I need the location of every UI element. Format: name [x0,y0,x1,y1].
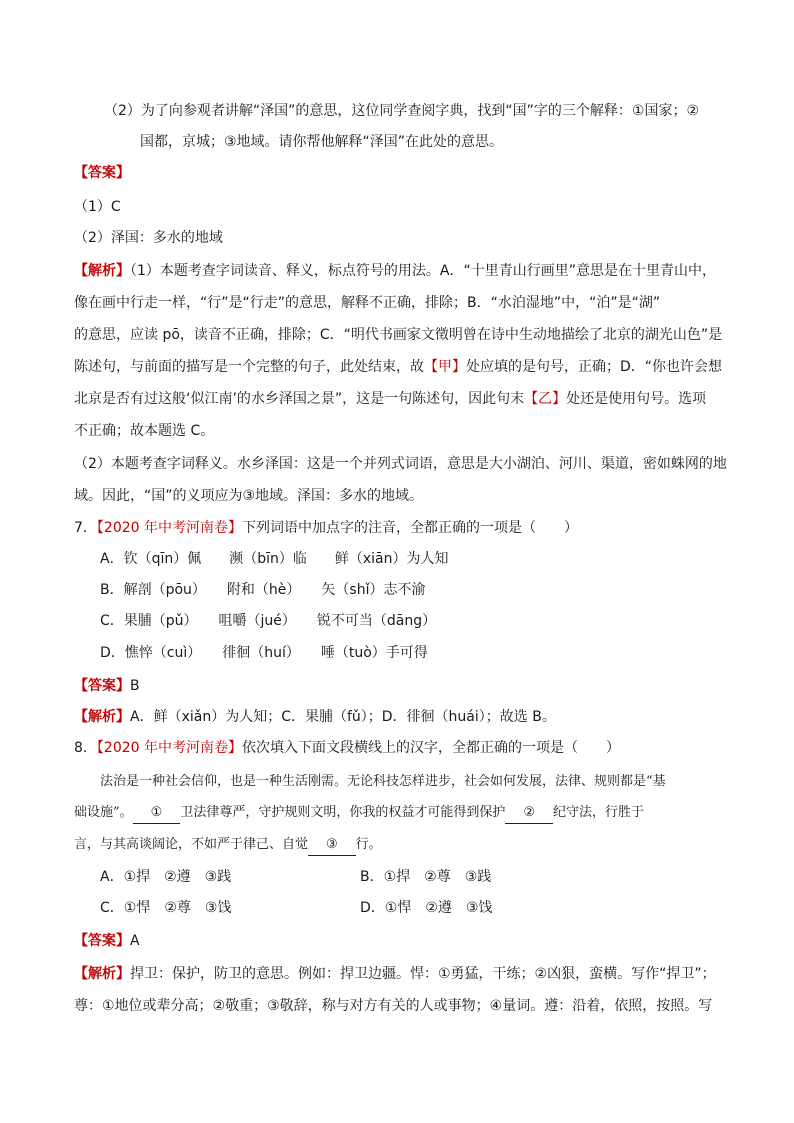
q8-number: 8． [74,740,97,756]
q8-answer-line [74,931,140,951]
q8-stem [74,738,620,758]
q8-blank-3: ③ [308,835,356,856]
q6-analysis-line2: 像在画中行走一样，“行”是“行走”的意思，解释不正确，排除；B．“水泊湿地”中，“泊”是“湖” [74,295,661,311]
q7-source: 【2020 年中考河南卷】 [96,520,243,536]
q6-analysis-line7: （2）本题考查字词释义。水乡泽国：这是一个并列式词语，意思是大小湖泊、河川、渠道，密如蛛网的地 [74,456,727,472]
q8-options-row1 [100,867,660,887]
q6-sub2-line2: 国都，京城；③地域。请你帮他解释“泽国”在此处的意思。 [140,134,504,150]
q6-sub2-line1: （2）为了向参观者讲解“泽国”的意思，这位同学查阅字典，找到“国”字的三个解释：①国家；② [104,103,700,119]
q8-option-c: C．①悍 ②尊 ③饯 [100,900,232,916]
q7-answer-label: 【答案】 [74,678,130,694]
q7-analysis-line [74,707,556,727]
q6-analysis-line5 [74,389,706,409]
q8-options-row2 [100,898,660,918]
q6-answer-label: 【答案】 [74,165,130,181]
q8-answer: A [130,933,140,949]
q7-stem-text: 下列词语中加点字的注音，全都正确的一项是（ ） [242,520,579,536]
q6-answer-1: （1）C [74,199,121,215]
q6-analysis-line1 [74,261,716,281]
q7-option-a: A．钦（qīn）佩 濒（bīn）临 鲜（xiān）为人知 [100,551,449,567]
q6-analysis-text5b: 处还是使用句号。选项 [566,391,707,407]
q8-passage-text3b: 行。 [355,837,382,852]
q8-analysis-label: 【解析】 [74,966,130,982]
q7-option-d: D．憔悴（cuì） 徘徊（huí） 唾（tuò）手可得 [100,645,428,661]
q7-option-c: C．果脯（pǔ） 咀嚼（jué） 锐不可当（dāng） [100,613,437,629]
q7-analysis-text: A．鲜（xiǎn）为人知；C．果脯（fǔ）；D．徘徊（huái）；故选 B。 [130,709,556,725]
q8-analysis-line1 [74,964,716,984]
q8-answer-label: 【答案】 [74,933,130,949]
q8-passage-text2c: 纪守法，行胜于 [552,805,644,820]
bracket-yi: 【乙】 [524,391,567,407]
q6-analysis-line6: 不正确；故本题选 C。 [74,423,215,439]
q8-passage-text2b: 卫法律尊严，守护规则文明，你我的权益才可能得到保护 [180,805,506,820]
q6-answer-2: （2）泽国：多水的地域 [74,230,223,246]
q8-analysis-text1: 捍卫：保护，防卫的意思。例如：捍卫边疆。悍：①勇猛，干练；②凶狠，蛮横。写作“捍卫”； [130,966,716,982]
q6-analysis-text4a: 陈述句，与前面的描写是一个完整的句子，此处结束，故 [74,359,424,375]
q6-analysis-text4b: 处应填的是句号，正确；D．“你也许会想 [466,359,723,375]
q7-option-b: B．解剖（pōu） 附和（hè） 矢（shǐ）志不渝 [100,582,426,598]
q6-analysis-line3: 的意思，应读 pō，读音不正确，排除；C．“明代书画家文徵明曾在诗中生动地描绘了北京的湖光山色”是 [74,327,723,343]
q8-passage-line2 [74,803,644,824]
q8-passage-text2a: 础设施”。 [74,805,133,820]
q8-blank-1: ① [133,803,181,824]
q8-source: 【2020 年中考河南卷】 [96,740,243,756]
q8-passage-line1: 法治是一种社会信仰，也是一种生活刚需。无论科技怎样进步，社会如何发展，法律、规则都是“基 [100,774,666,789]
q8-stem-text: 依次填入下面文段横线上的汉字，全都正确的一项是（ ） [242,740,621,756]
q8-option-d: D．①悍 ②遵 ③饯 [360,900,493,916]
q7-answer: B [130,678,140,694]
q8-analysis-line2: 尊：①地位或辈分高；②敬重；③敬辞，称与对方有关的人或事物；④量词。遵：沿着，依照，按照。写 [74,998,713,1014]
q8-blank-2: ② [505,803,553,824]
q7-stem [74,518,578,538]
q6-analysis-label: 【解析】 [74,263,130,279]
q6-analysis-text1: （1）本题考查字词读音、释义，标点符号的用法。A．“十里青山行画里”意思是在十里青山中， [130,263,716,279]
q8-option-b: B．①捍 ②尊 ③践 [360,869,492,885]
q6-analysis-line4 [74,357,722,377]
bracket-jia: 【甲】 [424,359,466,375]
q7-analysis-label: 【解析】 [74,709,130,725]
q8-option-a: A．①捍 ②遵 ③践 [100,869,232,885]
q6-analysis-line8: 域。因此，“国”的义项应为③地域。泽国：多水的地域。 [74,488,424,504]
q7-answer-line [74,676,140,696]
q8-passage-text3a: 言，与其高谈阔论，不如严于律己、自觉 [74,837,309,852]
q7-number: 7． [74,520,97,536]
q6-analysis-text5a: 北京是否有过这般‘似江南’的水乡泽国之景”，这是一句陈述句，因此句末 [74,391,525,407]
q8-passage-line3 [74,835,382,856]
